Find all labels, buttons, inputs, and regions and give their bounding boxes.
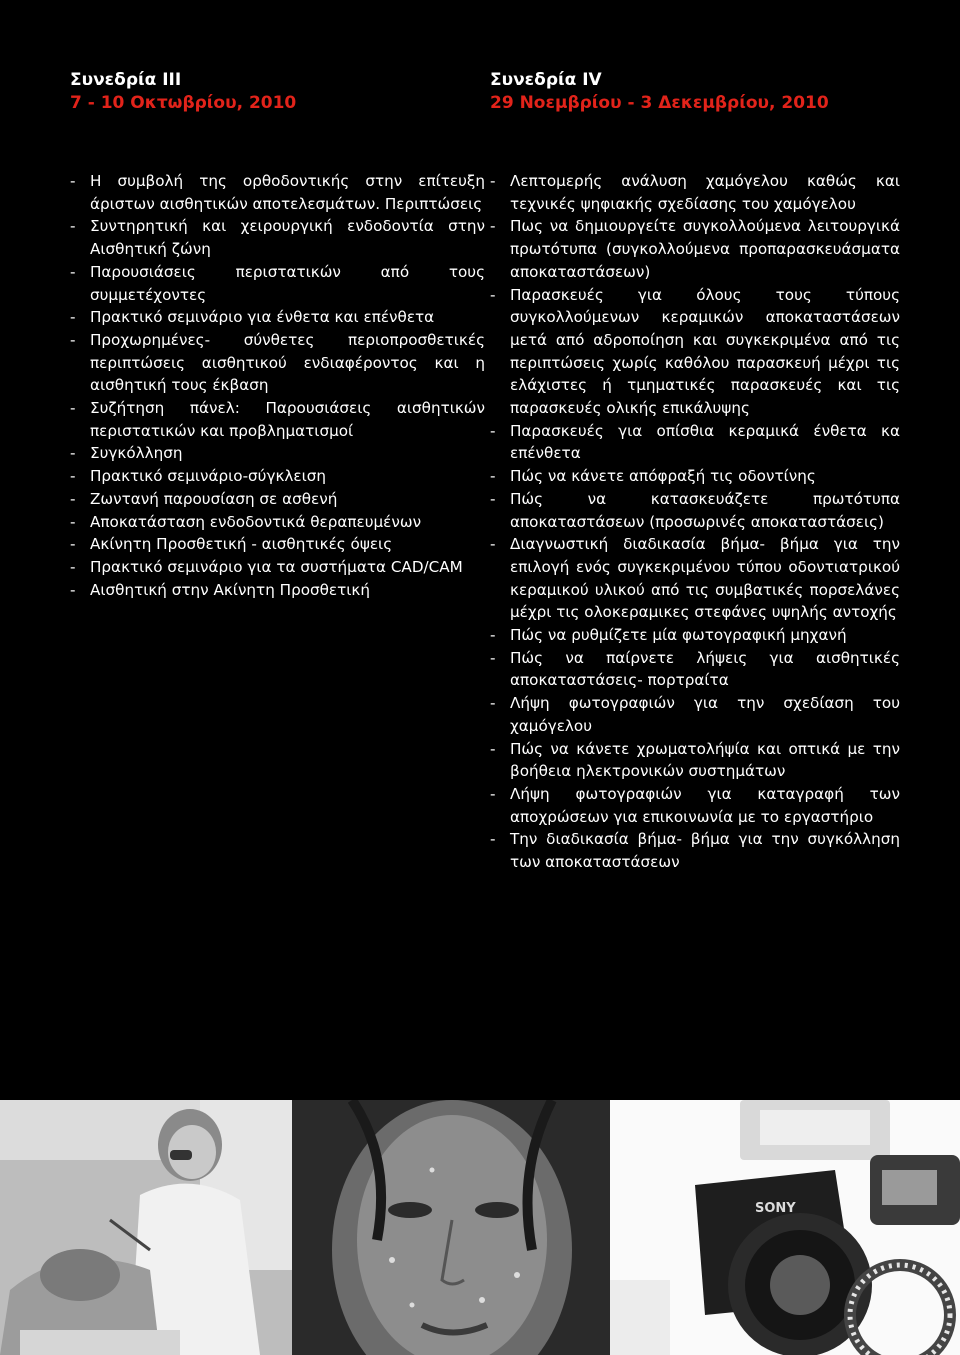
- topic-list-item: [490, 420, 900, 465]
- topic-list-item: [490, 465, 900, 488]
- topic-list-item: [490, 284, 900, 420]
- topic-text: Πρακτικό σεμινάριο για ένθετα και επένθετα: [90, 308, 435, 327]
- bullet-dash: -: [70, 262, 76, 281]
- topic-text: Πώς να κάνετε απόφραξή τις οδοντίνης: [510, 467, 816, 486]
- bullet-dash: -: [490, 830, 496, 849]
- bullet-dash: -: [70, 399, 76, 418]
- photo-strip: [0, 1100, 960, 1355]
- topic-text: Παρουσιάσεις περιστατικών από τους συμμετέχοντες: [90, 262, 485, 304]
- bullet-dash: -: [70, 330, 76, 349]
- topic-list-item: [70, 261, 485, 306]
- dentist-treatment-photo: [0, 1100, 292, 1355]
- topic-text: Διαγνωστική διαδικασία βήμα- βήμα για την επιλογή ενός συγκεκριμένου τύπου οδοντιατρικού κεραμικού υλικού από τις συμβατικές πορσελάνες μέχρι τις ολοκεραμικες στεφάνες υψηλής αντοχής: [510, 535, 900, 622]
- bullet-dash: -: [490, 784, 496, 803]
- bullet-dash: -: [70, 308, 76, 327]
- session-3-topic-list: [70, 170, 485, 601]
- bullet-dash: -: [70, 580, 76, 599]
- topic-list-item: [490, 215, 900, 283]
- topic-list-item: [70, 533, 485, 556]
- topic-list-item: [70, 306, 485, 329]
- topic-list-item: [490, 488, 900, 533]
- topic-text: Λεπτομερής ανάλυση χαμόγελου καθώς και τεχνικές ψηφιακής σχεδίασης του χαμόγελου: [510, 172, 900, 213]
- bullet-dash: -: [70, 444, 76, 463]
- camera-ring-flash-photo: [610, 1100, 960, 1355]
- topic-text: Συζήτηση πάνελ: Παρουσιάσεις αισθητικών περιστατικών και προβληματισμοί: [90, 399, 485, 440]
- bullet-dash: -: [70, 535, 76, 554]
- face-portrait-photo: [292, 1100, 610, 1355]
- topic-list-item: [490, 692, 900, 737]
- bullet-dash: -: [70, 512, 76, 531]
- topic-list-item: [70, 465, 485, 488]
- bullet-dash: -: [490, 467, 496, 486]
- session-3-column: [70, 70, 485, 601]
- topic-list-item: [70, 511, 485, 534]
- bullet-dash: -: [70, 172, 76, 190]
- topic-text: Πως να δημιουργείτε συγκολλούμενα λειτουργικά πρωτότυπα (συγκολλούμενα προπαρασκευάσματα αποκαταστάσεων): [510, 217, 900, 281]
- bullet-dash: -: [70, 467, 76, 486]
- camera-illustration: [610, 1100, 960, 1355]
- session-4-title: Συνεδρία IV: [490, 70, 602, 90]
- bullet-dash: -: [490, 535, 496, 554]
- topic-text: Πρακτικό σεμινάριο-σύγκλειση: [90, 467, 326, 486]
- topic-list-item: [490, 828, 900, 873]
- topic-list-item: [490, 738, 900, 783]
- session-3-title: Συνεδρία ΙΙΙ: [70, 70, 182, 90]
- topic-list-item: [70, 579, 485, 602]
- bullet-dash: -: [490, 421, 496, 440]
- topic-text: Ζωντανή παρουσίαση σε ασθενή: [90, 489, 338, 508]
- dentist-treatment-illustration: [0, 1100, 292, 1355]
- topic-list-item: [70, 329, 485, 397]
- topic-text: Λήψη φωτογραφιών για καταγραφή των αποχρώσεων για επικοινωνία με το εργαστήριο: [510, 784, 900, 826]
- topic-list-item: [490, 783, 900, 828]
- topic-list-item: [490, 533, 900, 624]
- topic-text: Πρακτικό σεμινάριο για τα συστήματα CAD/CAM: [90, 557, 463, 576]
- bullet-dash: -: [490, 648, 496, 667]
- bullet-dash: -: [490, 217, 496, 236]
- topic-text: Η συμβολή της ορθοδοντικής στην επίτευξη άριστων αισθητικών αποτελεσμάτων. Περιπτώσεις: [90, 172, 485, 213]
- bullet-dash: -: [490, 626, 496, 645]
- camera-brand-label: SONY: [755, 1201, 796, 1216]
- topic-text: Ακίνητη Προσθετική - αισθητικές όψεις: [90, 535, 393, 554]
- bullet-dash: -: [490, 172, 496, 190]
- topic-text: Αποκατάσταση ενδοδοντικά θεραπευμένων: [90, 512, 422, 531]
- session-4-column: [490, 70, 900, 874]
- topic-list-item: [490, 170, 900, 215]
- topic-list-item: [70, 397, 485, 442]
- bullet-dash: -: [490, 489, 496, 508]
- bullet-dash: -: [490, 694, 496, 713]
- topic-text: Παρασκευές για οπίσθια κεραμικά ένθετα κα επένθετα: [510, 421, 900, 463]
- bullet-dash: -: [490, 285, 496, 304]
- topic-text: Πώς να ρυθμίζετε μία φωτογραφική μηχανή: [510, 626, 847, 645]
- topic-list-item: [490, 624, 900, 647]
- topic-text: Προχωρημένες- σύνθετες περιοπροσθετικές περιπτώσεις αισθητικού ενδιαφέροντος και η αισθητική τους έκβαση: [90, 330, 485, 395]
- topic-text: Λήψη φωτογραφιών για την σχεδίαση του χαμόγελου: [510, 694, 900, 735]
- session-4-dates: 29 Νοεμβρίου - 3 Δεκεμβρίου, 2010: [490, 93, 829, 113]
- face-portrait-illustration: [292, 1100, 610, 1355]
- topic-text: Αισθητική στην Ακίνητη Προσθετική: [90, 580, 370, 599]
- topic-text: Συγκόλληση: [90, 444, 183, 463]
- topic-text: Συντηρητική και χειρουργική ενδοδοντία στην Αισθητική ζώνη: [90, 217, 485, 259]
- topic-text: Παρασκευές για όλους τους τύπους συγκολλούμενων κεραμικών αποκαταστάσεων μετά από αδροποίηση και συγκεκριμένα από τις περιπτώσεις χωρίς καθόλου παρασκευή μέχρι τις ελάχιστες ή τμηματικές παρασκευές και τις παρασκευές ολικής επικάλυψης: [510, 285, 900, 418]
- topic-list-item: [70, 442, 485, 465]
- topic-text: Πώς να παίρνετε λήψεις για αισθητικές αποκαταστάσεις- πορτραίτα: [510, 648, 900, 690]
- topic-list-item: [490, 647, 900, 692]
- bullet-dash: -: [490, 739, 496, 758]
- session-4-topic-list: [490, 170, 900, 874]
- session-3-dates: 7 - 10 Οκτωβρίου, 2010: [70, 93, 297, 113]
- topic-text: Την διαδικασία βήμα- βήμα για την συγκόλληση των αποκαταστάσεων: [510, 830, 900, 872]
- bullet-dash: -: [70, 557, 76, 576]
- bullet-dash: -: [70, 217, 76, 236]
- topic-text: Πώς να κατασκευάζετε πρωτότυπα αποκαταστάσεων (προσωρινές αποκαταστάσεις): [510, 489, 900, 531]
- topic-list-item: [70, 556, 485, 579]
- topic-text: Πώς να κάνετε χρωματολήψία και οπτικά με την βοήθεια ηλεκτρονικών συστημάτων: [510, 739, 900, 781]
- topic-list-item: [70, 215, 485, 260]
- bullet-dash: -: [70, 489, 76, 508]
- topic-list-item: [70, 170, 485, 215]
- topic-list-item: [70, 488, 485, 511]
